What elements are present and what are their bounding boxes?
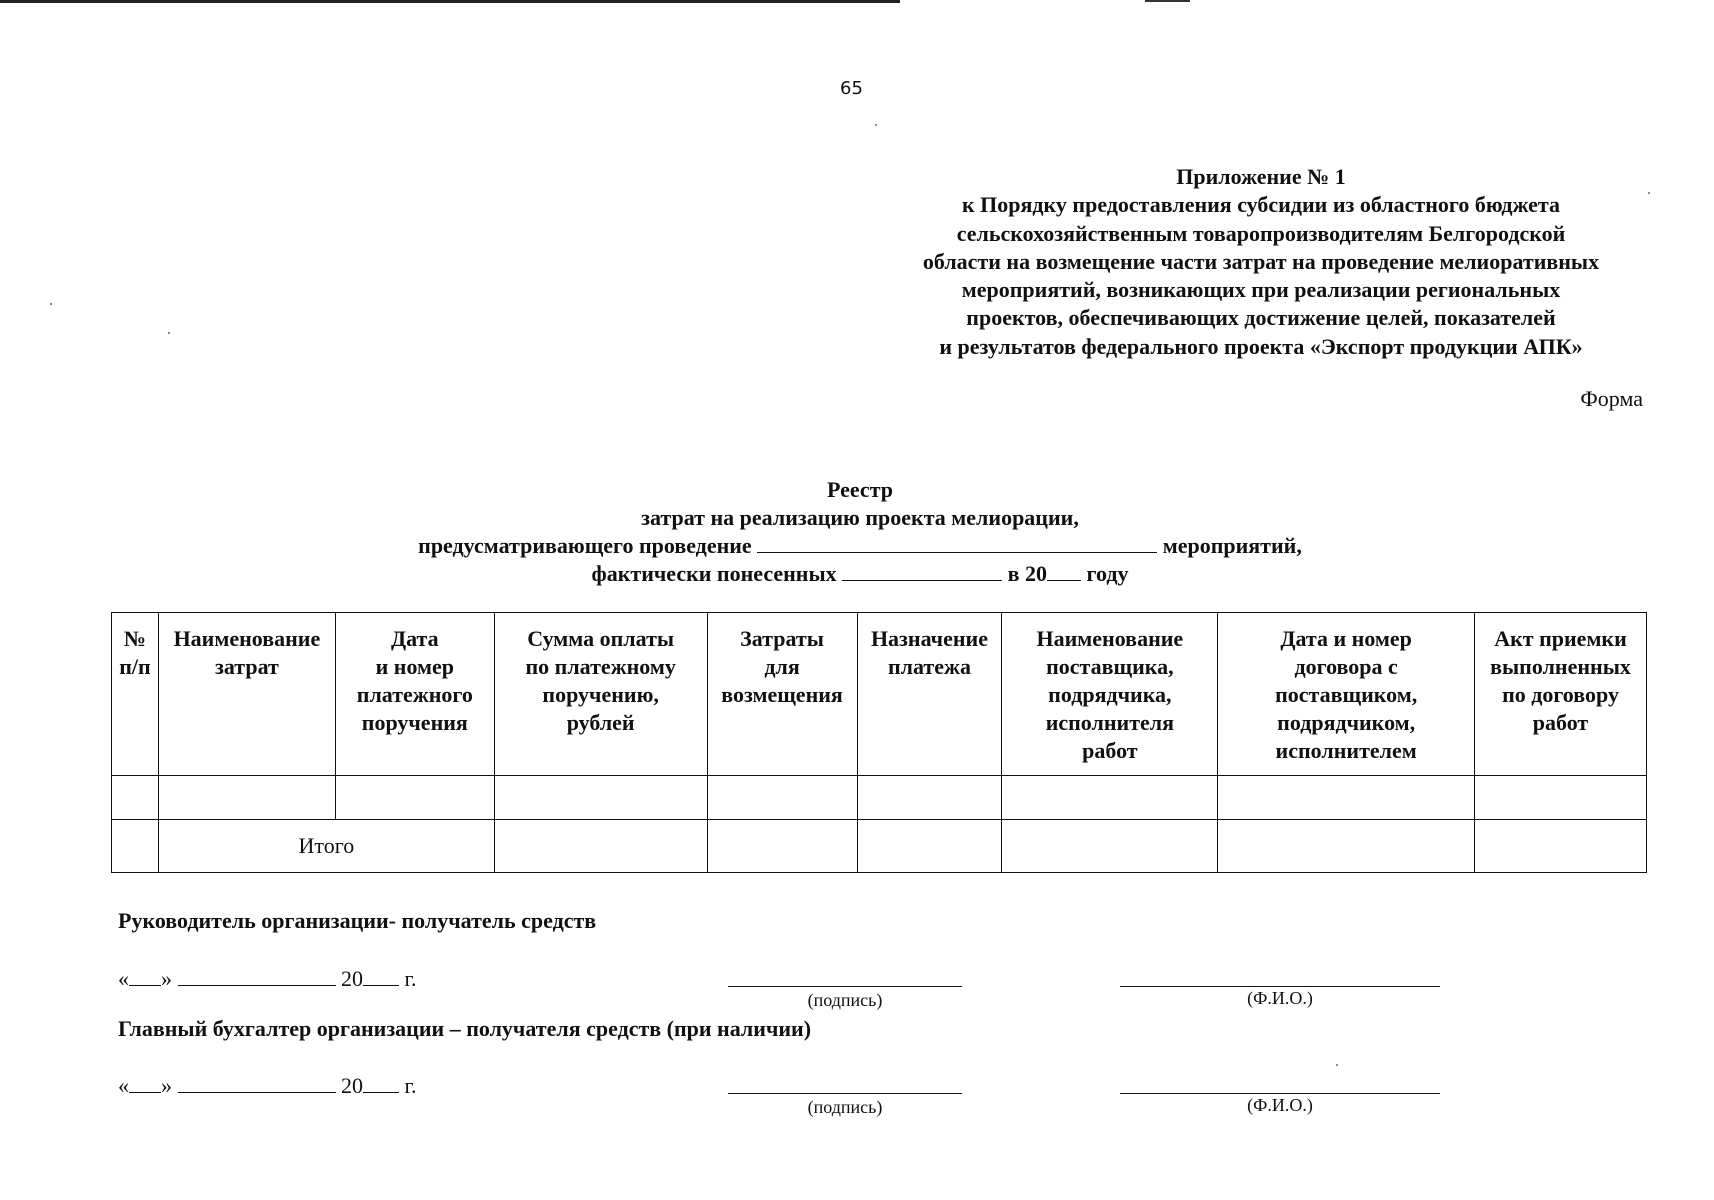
appendix-line: к Порядку предоставления субсидии из областного бюджета <box>961 192 1561 218</box>
scan-speck <box>875 124 877 126</box>
table-cell[interactable] <box>112 776 159 820</box>
signature-caption: (подпись) <box>807 990 883 1010</box>
header-line: Акт приемки <box>1494 626 1627 651</box>
year-blank-field[interactable] <box>363 967 399 986</box>
header-line: поручения <box>361 710 468 735</box>
col-header-payment-purpose <box>857 613 1002 776</box>
col-header-acceptance-act <box>1475 613 1647 776</box>
header-line: поставщиком, <box>1275 682 1418 707</box>
header-line: Наименование <box>173 626 321 651</box>
appendix-line: мероприятий, возникающих при реализации региональных <box>961 277 1561 303</box>
header-line: и номер <box>375 654 455 679</box>
registry-table <box>111 612 1647 873</box>
registry-title-block <box>362 476 1358 588</box>
scan-edge-line <box>1145 0 1190 2</box>
col-header-payment-order <box>335 613 494 776</box>
header-line: работ <box>1082 738 1138 763</box>
header-line: поставщика, <box>1046 654 1174 679</box>
registry-year-line <box>362 560 1358 588</box>
header-line: платежа <box>887 654 971 679</box>
col-header-cost-name <box>158 613 335 776</box>
appendix-line: области на возмещение части затрат на проведение мелиоративных <box>922 248 1600 274</box>
head-date-line <box>118 966 417 992</box>
activity-type-blank-field[interactable] <box>757 534 1157 553</box>
head-name-field[interactable] <box>1120 986 1440 987</box>
header-line: п/п <box>119 654 151 679</box>
head-signature-label: Руководитель организации- получатель средств <box>118 908 597 933</box>
header-line: рублей <box>566 710 635 735</box>
table-cell[interactable] <box>494 820 707 873</box>
table-cell[interactable] <box>1002 776 1218 820</box>
date-quote-close: » <box>161 966 172 991</box>
registry-text: году <box>1086 561 1129 586</box>
table-cell[interactable] <box>1475 820 1647 873</box>
col-header-number <box>112 613 159 776</box>
table-cell[interactable] <box>1475 776 1647 820</box>
header-line: Сумма оплаты <box>527 626 675 651</box>
accountant-date-line <box>118 1073 417 1099</box>
header-line: возмещения <box>721 682 843 707</box>
table-cell[interactable] <box>335 776 494 820</box>
month-blank-field[interactable] <box>178 1074 336 1093</box>
date-quote-open: « <box>118 966 129 991</box>
scan-speck <box>168 332 170 334</box>
col-header-payment-amount <box>494 613 707 776</box>
header-line: для <box>764 654 800 679</box>
header-line: подрядчиком, <box>1277 710 1416 735</box>
total-label: Итого <box>158 820 494 873</box>
registry-title: Реестр <box>826 477 894 502</box>
col-header-contract <box>1218 613 1475 776</box>
header-line: по договору <box>1502 682 1619 707</box>
header-line: поручению, <box>542 682 659 707</box>
name-caption: (Ф.И.О.) <box>1247 1095 1313 1115</box>
year-prefix: 20 <box>341 1073 363 1098</box>
scan-speck <box>50 303 52 305</box>
month-blank-field[interactable] <box>178 967 336 986</box>
table-cell[interactable] <box>1002 820 1218 873</box>
header-line: платежного <box>356 682 473 707</box>
table-header-row <box>112 613 1647 776</box>
header-line: № <box>123 626 147 651</box>
header-line: Дата <box>390 626 439 651</box>
name-caption: (Ф.И.О.) <box>1247 988 1313 1008</box>
registry-subtitle: затрат на реализацию проекта мелиорации, <box>641 505 1079 530</box>
year-suffix: г. <box>404 966 417 991</box>
header-line: работ <box>1532 710 1589 735</box>
scan-edge-line <box>0 0 900 3</box>
registry-text: фактически понесенных <box>591 561 837 586</box>
header-line: Затраты <box>740 626 824 651</box>
table-cell[interactable] <box>857 776 1002 820</box>
header-line: Назначение <box>870 626 988 651</box>
year-suffix: г. <box>404 1073 417 1098</box>
table-cell[interactable] <box>1218 776 1475 820</box>
appendix-line: проектов, обеспечивающих достижение целей, показателей <box>966 305 1556 331</box>
table-cell[interactable] <box>158 776 335 820</box>
table-cell[interactable] <box>112 820 159 873</box>
accountant-name-field[interactable] <box>1120 1093 1440 1094</box>
appendix-line: и результатов федерального проекта «Экспорт продукции АПК» <box>939 333 1583 359</box>
registry-activity-line <box>362 532 1358 560</box>
col-header-reimbursable-costs <box>707 613 857 776</box>
header-line: Дата и номер <box>1280 626 1412 651</box>
appendix-line: Приложение № 1 <box>1176 164 1346 189</box>
header-line: подрядчика, <box>1048 682 1172 707</box>
appendix-line: сельскохозяйственным товаропроизводителям Белгородской <box>956 220 1566 246</box>
registry-text: предусматривающего проведение <box>418 533 752 558</box>
date-quote-open: « <box>118 1073 129 1098</box>
day-blank-field[interactable] <box>129 967 161 986</box>
accountant-signature-label: Главный бухгалтер организации – получателя средств (при наличии) <box>118 1016 812 1041</box>
header-line: договора с <box>1294 654 1398 679</box>
year-blank-field[interactable] <box>363 1074 399 1093</box>
table-row <box>112 776 1647 820</box>
table-cell[interactable] <box>857 820 1002 873</box>
table-cell[interactable] <box>707 776 857 820</box>
date-quote-close: » <box>161 1073 172 1098</box>
year-prefix: 20 <box>341 966 363 991</box>
day-blank-field[interactable] <box>129 1074 161 1093</box>
page-number: 65 <box>840 78 863 99</box>
accountant-signature-field[interactable] <box>728 1093 962 1094</box>
appendix-header <box>870 163 1652 361</box>
signature-caption: (подпись) <box>807 1097 883 1117</box>
table-cell[interactable] <box>494 776 707 820</box>
header-line: по платежному <box>525 654 676 679</box>
header-line: Наименование <box>1036 626 1184 651</box>
col-header-supplier-name <box>1002 613 1218 776</box>
header-line: исполнителем <box>1275 738 1417 763</box>
year-blank-field[interactable] <box>1047 562 1081 581</box>
header-line: исполнителя <box>1045 710 1175 735</box>
registry-text: в 20 <box>1007 561 1048 586</box>
form-label: Форма <box>1580 386 1643 411</box>
table-cell[interactable] <box>707 820 857 873</box>
table-cell[interactable] <box>1218 820 1475 873</box>
scan-speck <box>1648 192 1650 194</box>
scan-speck <box>1336 1064 1338 1066</box>
header-line: затрат <box>214 654 279 679</box>
head-signature-field[interactable] <box>728 986 962 987</box>
header-line: выполненных <box>1490 654 1631 679</box>
table-total-row <box>112 820 1647 873</box>
registry-text: мероприятий, <box>1162 533 1302 558</box>
actual-costs-blank-field[interactable] <box>842 562 1002 581</box>
